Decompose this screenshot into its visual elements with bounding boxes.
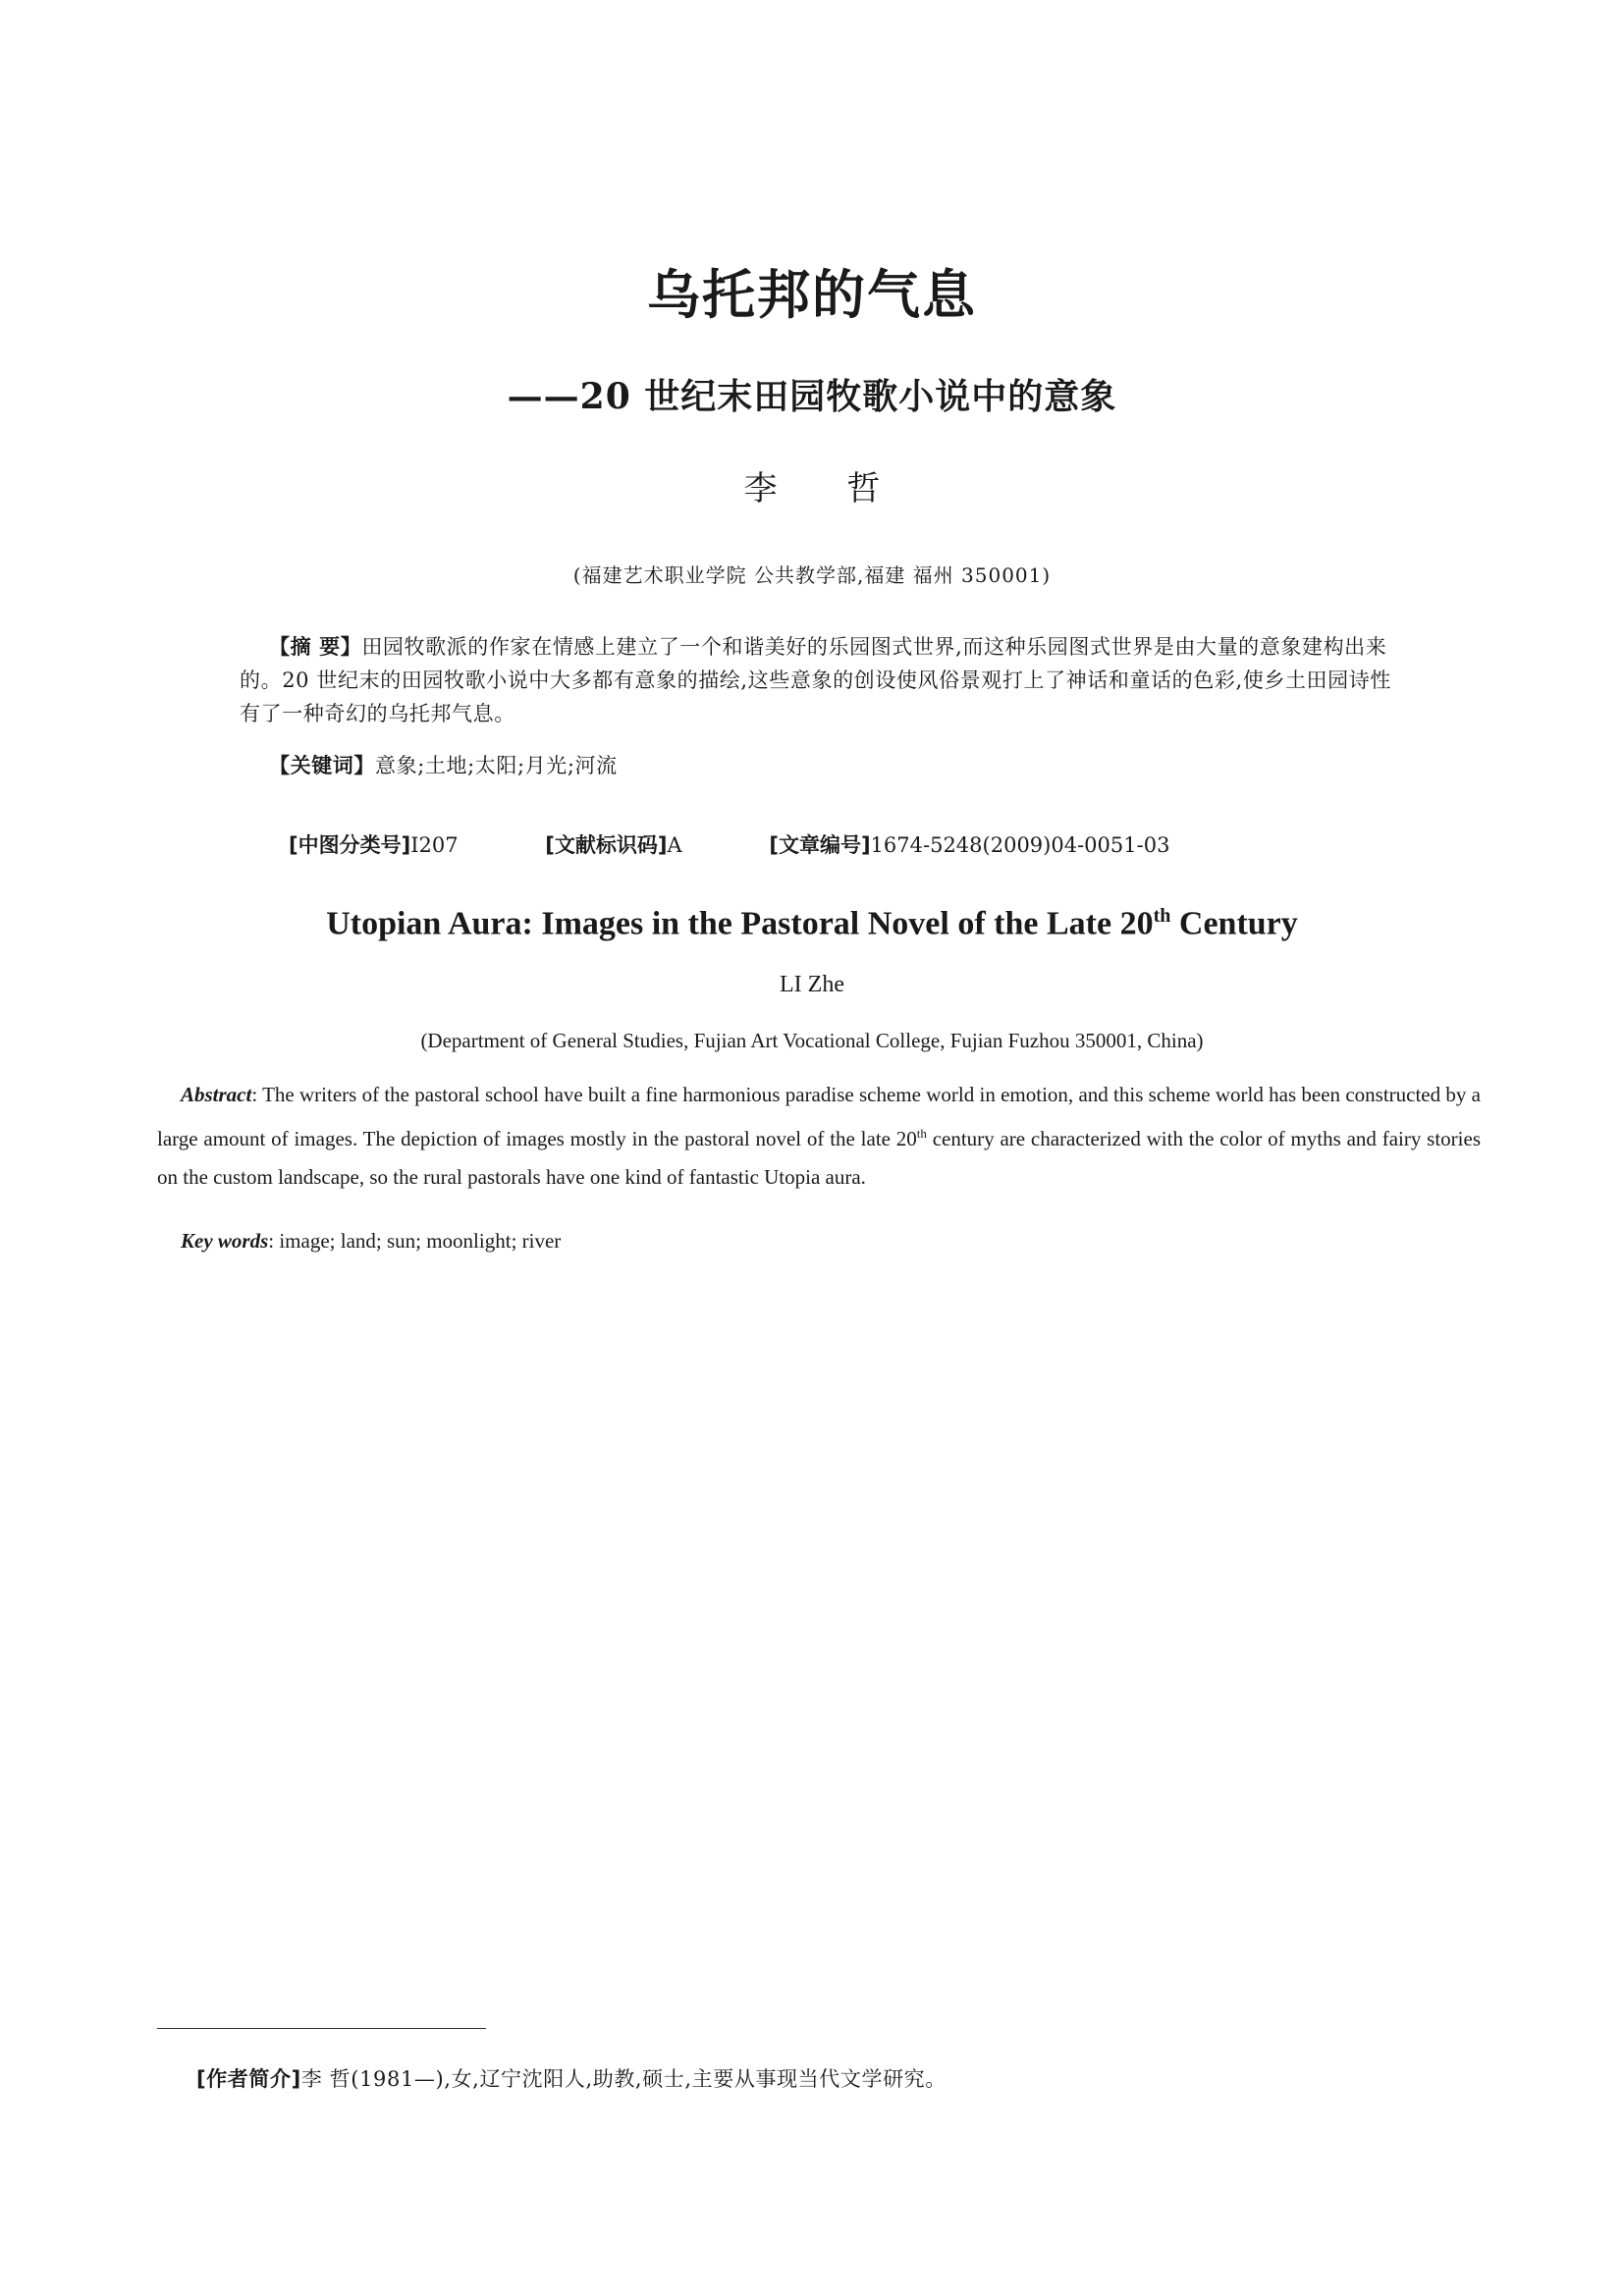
article-value: 1674-5248(2009)04-0051-03 — [870, 833, 1170, 857]
doc-value: A — [667, 833, 682, 857]
clc-label: [中图分类号] — [289, 833, 411, 857]
keywords-en-text: : image; land; sun; moonlight; river — [268, 1229, 562, 1253]
keywords-en — [181, 1229, 561, 1254]
footnote-rule — [157, 2028, 486, 2029]
keywords-cn — [269, 750, 618, 779]
paper-title: 乌托邦的气息 — [647, 263, 977, 326]
footnote-label: [作者简介] — [196, 2067, 301, 2091]
classification-line — [289, 829, 1169, 859]
author-name-en: LI Zhe — [780, 972, 844, 997]
affiliation-cn: (福建艺术职业学院 公共教学部,福建 福州 350001) — [572, 563, 1052, 587]
abstract-cn-text: 田园牧歌派的作家在情感上建立了一个和谐美好的乐园图式世界,而这种乐园图式世界是由大量的意象建构出来的。20 世纪末的田园牧歌小说中大多都有意象的描绘,这些意象的创设使风俗景观打上了神话和童话的色彩,使乡土田园诗性有了一种奇幻的乌托邦气息。 — [240, 635, 1391, 725]
abstract-en-label: Abstract — [181, 1083, 252, 1106]
paper-title-en — [0, 905, 1624, 942]
title-en-end: Century — [1170, 905, 1298, 942]
article-number — [769, 833, 1169, 857]
author-footnote — [196, 2063, 947, 2093]
abstract-en-part2: century are characterized with the color of myths and fairy stories on the custom landscape, so the rural pastorals have one kind of fantastic Utopia aura. — [157, 1127, 1481, 1189]
abstract-cn-label: 【摘 要】 — [269, 635, 362, 659]
author-name-cn: 李 哲 — [743, 469, 910, 508]
paper-subtitle: ——20 世纪末田园牧歌小说中的意象 — [507, 376, 1117, 417]
affiliation-en: (Department of General Studies, Fujian Art Vocational College, Fujian Fuzhou 350001, China) — [420, 1029, 1204, 1052]
keywords-cn-label: 【关键词】 — [269, 754, 375, 777]
keywords-en-label: Key words — [181, 1229, 269, 1253]
title-en-sup: th — [1153, 905, 1171, 927]
footnote-text: 李 哲(1981—),女,辽宁沈阳人,助教,硕士,主要从事现当代文学研究。 — [300, 2067, 947, 2091]
doc-label: [文献标识码] — [545, 833, 668, 857]
document-code — [545, 833, 681, 857]
title-en-main: Utopian Aura: Images in the Pastoral Novel of the Late 20 — [326, 905, 1154, 942]
clc-value: I207 — [410, 833, 459, 857]
article-label: [文章编号] — [769, 833, 871, 857]
abstract-en — [157, 1076, 1481, 1197]
abstract-en-sup: th — [916, 1126, 927, 1141]
keywords-cn-text: 意象;土地;太阳;月光;河流 — [375, 754, 618, 777]
abstract-en-part1: : The writers of the pastoral school have built a fine harmonious paradise scheme world in emotion, and this scheme world has been constructed by a large amount of images. The depiction of images mostly in the pastoral novel of the late 20 — [157, 1083, 1481, 1150]
clc-number — [289, 833, 459, 857]
abstract-cn — [240, 630, 1408, 730]
